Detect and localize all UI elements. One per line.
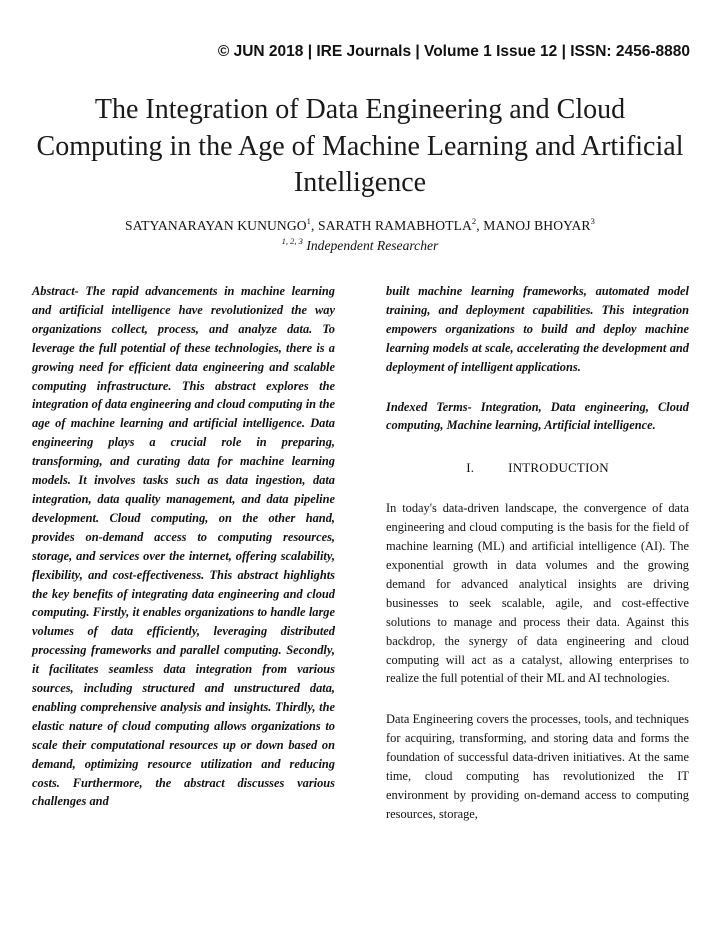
author-name: SARATH RAMABHOTLA (318, 218, 472, 233)
section-number: I. (466, 460, 475, 476)
intro-paragraph: Data Engineering covers the processes, tools, and techniques for acquiring, transforming, and storing data and forms the foundation of successful data-driven initiatives. At the same time, cloud computing has revolutionized the IT environment by providing on-demand access to computing resources, storage, (386, 712, 689, 821)
affiliation (20, 238, 700, 254)
paper-title (20, 92, 700, 202)
left-column (32, 282, 335, 811)
intro-paragraph: In today's data-driven landscape, the convergence of data engineering and cloud computing is the basis for the field of machine learning (ML) and artificial intelligence (AI). The exponential growth in data volumes and the growing demand for advanced analytical insights are driving businesses to seek scalable, agile, and cost-effective solutions to manage and process their data. Against this backdrop, the synergy of data engineering and cloud computing will act as a catalyst, allowing enterprises to realize the full potential of their ML and AI technologies. (386, 501, 689, 686)
author-list (20, 218, 700, 234)
index-terms: Indexed Terms- Integration, Data engineering, Cloud computing, Machine learning, Artificial intelligence. (386, 399, 689, 433)
affiliation-text: Independent Researcher (306, 238, 439, 253)
affiliation-marks: 1, 2, 3 (281, 236, 303, 246)
journal-header: © JUN 2018 | IRE Journals | Volume 1 Issue 12 | ISSN: 2456-8880 (217, 43, 690, 60)
title-line: The Integration of Data Engineering and Cloud (94, 94, 626, 125)
author-affil-mark: 3 (590, 216, 595, 226)
abstract-label: Abstract- (32, 284, 79, 298)
section-title: INTRODUCTION (508, 460, 609, 476)
author-affil-mark: 2 (471, 216, 477, 226)
author-separator: , (311, 218, 319, 233)
abstract-continuation: built machine learning frameworks, automated model training, and deployment capabilities. This integration empowers organizations to build and deploy machine learning models at scale, accelerating the development and deployment of intelligent applications. (386, 284, 689, 374)
right-column (386, 282, 689, 824)
abstract-text: The rapid advancements in machine learning and artificial intelligence have revolutionized the way organizations collect, process, and analyze data. To leverage the full potential of these technologies, there is a growing need for efficient data engineering and scalable computing infrastructure. This abstract explores the integration of data engineering and cloud computing in the age of machine learning and artificial intelligence. Data engineering plays a crucial role in preparing, transforming, and curating data for machine learning models. It involves tasks such as data ingestion, data integration, data quality management, and data pipeline development. Cloud computing, on the other hand, provides on-demand access to computing resources, storage, and services over the internet, offering scalability, flexibility, and cost-effectiveness. This abstract highlights the key benefits of integrating data engineering and cloud computing. Firstly, it enables organizations to handle large volumes of data efficiently, leveraging distributed processing frameworks and parallel computing. Secondly, it facilitates seamless data integration from various sources, including structured and unstructured data, enabling comprehensive analysis and insights. Thirdly, the elastic nature of cloud computing allows organizations to scale their computational resources up or down based on demand, optimizing resource utilization and reducing costs. Furthermore, the abstract discusses various challenges and (32, 284, 335, 809)
author-affil-mark: 1 (306, 216, 312, 226)
author-separator: , (476, 218, 484, 233)
author-name: SATYANARAYAN KUNUNGO (125, 218, 307, 233)
author-name: MANOJ BHOYAR (483, 218, 591, 233)
section-heading (386, 459, 689, 478)
abstract (32, 282, 335, 811)
title-line: Computing in the Age of Machine Learning and Artificial (36, 130, 684, 162)
title-line: Intelligence (293, 167, 427, 198)
